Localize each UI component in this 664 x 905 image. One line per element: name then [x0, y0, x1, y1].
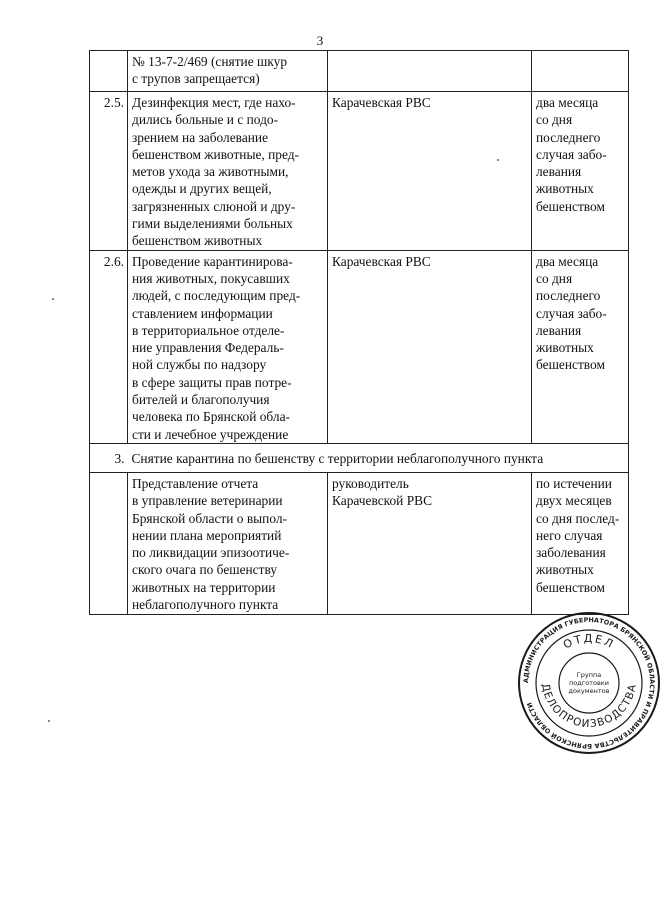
deadline-line: бешенством — [536, 579, 605, 595]
executor-line: Карачевской РВС — [332, 493, 433, 509]
scan-speck — [52, 298, 54, 300]
description-line: ставлением информации — [132, 305, 273, 321]
executor-cell — [328, 472, 532, 614]
executor-cell — [328, 92, 532, 251]
description-line: неблагополучного пункта — [132, 597, 279, 613]
description-line: бешенством животные, пред- — [132, 146, 300, 162]
description-line: сти и лечебное учреждение — [132, 426, 289, 442]
description-line: Представление отчета — [132, 475, 259, 491]
deadline-cell — [532, 51, 629, 92]
deadline-line: него случая — [536, 527, 603, 543]
deadline-cell — [532, 92, 629, 251]
description-line: бешенством животных — [132, 233, 263, 249]
table-row — [90, 92, 629, 251]
row-number — [90, 472, 128, 614]
description-line: нении плана мероприятий — [132, 527, 282, 543]
scan-speck — [497, 159, 499, 161]
description-line: в территориальное отделе- — [132, 322, 285, 338]
deadline-line: бешенством — [536, 357, 605, 373]
description-line: Брянской области о выпол- — [132, 510, 287, 526]
seal-center-line: документов — [568, 687, 610, 695]
section-title — [128, 443, 629, 472]
deadline-line: по истечении — [536, 475, 612, 491]
description-line: бителей и благополучия — [132, 392, 270, 408]
executor-cell — [328, 250, 532, 443]
description-line: в управление ветеринарии — [132, 493, 283, 509]
seal-center-line: Группа — [576, 671, 602, 679]
row-number: 2.5. — [90, 92, 128, 251]
description-line: гими выделениями больных — [132, 216, 293, 232]
deadline-line: последнего — [536, 288, 601, 304]
description-line: № 13-7-2/469 (снятие шкур — [132, 54, 288, 69]
deadline-line: животных — [536, 340, 594, 356]
deadline-line: со дня — [536, 112, 573, 128]
description-line: ского очага по бешенству — [132, 562, 278, 578]
deadline-line: случая забо- — [536, 305, 607, 321]
measure-description — [128, 51, 328, 92]
measures-table-body — [90, 51, 629, 615]
description-line: людей, с последующим пред- — [132, 288, 301, 304]
description-line: ной службы по надзору — [132, 357, 267, 373]
table-row — [90, 250, 629, 443]
description-line: одежды и других вещей, — [132, 181, 272, 197]
description-line: в сфере защиты прав потре- — [132, 374, 292, 390]
section-row — [90, 443, 629, 472]
page-number: 3 — [316, 33, 324, 48]
deadline-line: бешенством — [536, 198, 605, 214]
deadline-line: левания — [536, 164, 582, 180]
row-number — [90, 51, 128, 92]
description-line: ния животных, покусавших — [132, 270, 290, 286]
seal-top-text: ОТДЕЛ — [561, 631, 617, 652]
deadline-line: со дня — [536, 270, 573, 286]
official-seal — [514, 608, 657, 751]
description-line: ние управления Федераль- — [132, 340, 284, 356]
executor-line: руководитель — [332, 475, 409, 491]
deadline-line: два месяца — [536, 95, 599, 110]
section-title-text: Снятие карантина по бешенству с территории неблагополучного пункта — [131, 451, 544, 467]
seal-center-line: подготовки — [569, 679, 609, 687]
description-line: зрением на заболевание — [132, 129, 269, 145]
deadline-line: последнего — [536, 129, 601, 145]
measure-description — [128, 250, 328, 443]
seal-outer-text: АДМИНИСТРАЦИЯ ГУБЕРНАТОРА БРЯНСКОЙ ОБЛАСТИ И ПРАВИТЕЛЬСТВА БРЯНСКОЙ ОБЛАСТИ — [521, 615, 657, 751]
executor-line: Карачевская РВС — [332, 253, 431, 269]
deadline-line: левания — [536, 322, 582, 338]
row-number: 2.6. — [90, 250, 128, 443]
section-number: 3. — [90, 443, 128, 472]
executor-line: Карачевская РВС — [332, 95, 431, 110]
description-line: дились больные и с подо- — [132, 112, 279, 128]
deadline-line: животных — [536, 181, 594, 197]
description-line: Проведение карантинирова- — [132, 253, 293, 269]
deadline-line: двух месяцев — [536, 493, 612, 509]
deadline-cell — [532, 472, 629, 614]
deadline-line: случая забо- — [536, 146, 607, 162]
description-line: по ликвидации эпизоотиче- — [132, 545, 290, 561]
seal-graphic — [514, 608, 664, 758]
description-line: животных на территории — [132, 579, 276, 595]
measures-table — [89, 50, 629, 615]
table-row — [90, 472, 629, 614]
executor-cell — [328, 51, 532, 92]
measure-description — [128, 472, 328, 614]
description-line: человека по Брянской обла- — [132, 409, 290, 425]
scan-speck — [48, 720, 50, 722]
deadline-line: заболевания — [536, 545, 606, 561]
deadline-line: со дня послед- — [536, 510, 620, 526]
deadline-line: животных — [536, 562, 594, 578]
description-line: метов ухода за животными, — [132, 164, 289, 180]
seal-bottom-text: ДЕЛОПРОИЗВОДСТВА — [539, 682, 639, 731]
description-line: Дезинфекция мест, где нахо- — [132, 95, 296, 110]
deadline-cell — [532, 250, 629, 443]
description-line: с трупов запрещается) — [132, 71, 260, 87]
measure-description — [128, 92, 328, 251]
table-row — [90, 51, 629, 92]
deadline-line: два месяца — [536, 253, 599, 269]
description-line: загрязненных слюной и дру- — [132, 198, 296, 214]
